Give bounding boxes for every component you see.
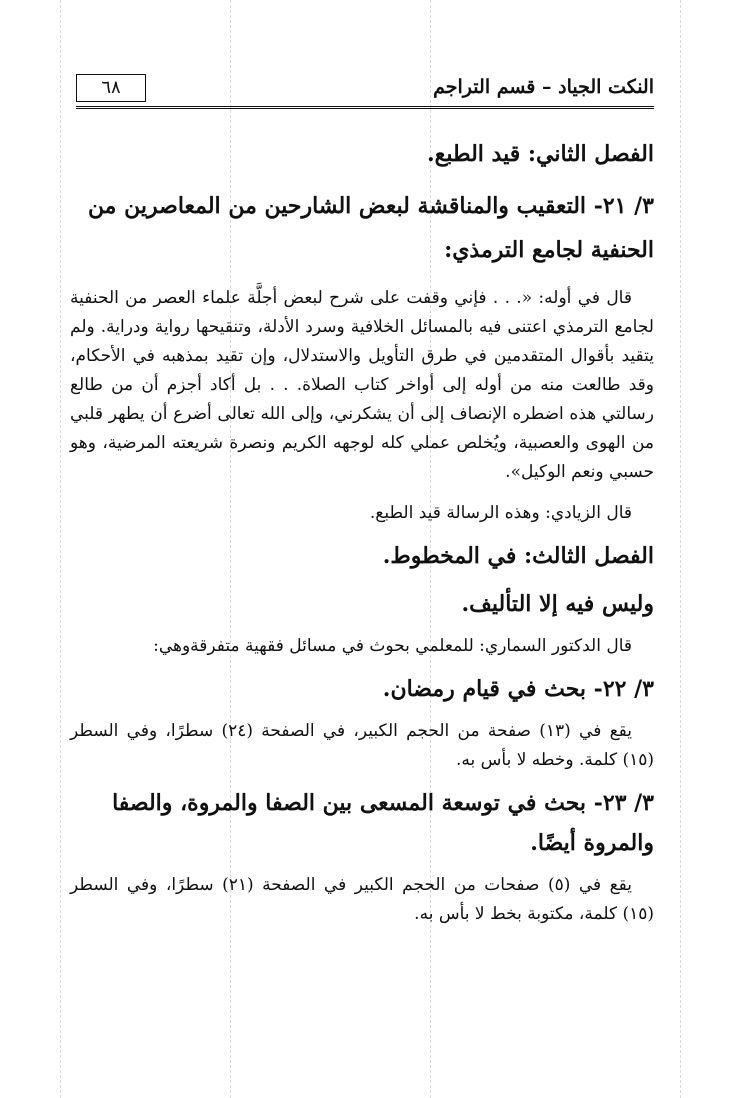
item-heading: ٣/ ٢٣- بحث في توسعة المسعى بين الصفا والمروة، والصفا والمروة أيضًا. <box>112 790 654 856</box>
scan-artifact-line <box>60 0 61 1098</box>
quote-paragraph: قال في أوله: «. . . فإني وقفت على شرح لبعض أجلَّة علماء العصر من الحنفية لجامع الترمذي اعتنى فيه بالمسائل الخلافية وسرد الأدلة، وتنقيحها رواية ودراية. ولم يتقيد بأقوال المتقدمين في طرق التأويل والاستدلال، وإن تقيد بمذهبه في الأحكام، وقد طالعت منه من أوله إلى أواخر كتاب الصلاة. . . بل أكاد أجزم أن من طالع رسالتي هذه اضطره الإنصاف إلى أن يشكرني، وإلى الله تعالى أضرع أن يطهر قلبي من الهوى والعصبية، ويُخلص عملي كله لوجهه الكريم ونصرة شريعته المرضية، وهو حسبي ونعم الوكيل». <box>70 288 654 482</box>
section-heading: الفصل الثالث: في المخطوط. <box>382 543 654 569</box>
section-heading: الفصل الثاني: قيد الطبع. <box>427 141 654 167</box>
page-body <box>70 132 654 929</box>
item-heading: ٣/ ٢١- التعقيب والمناقشة لبعض الشارحين من المعاصرين من الحنفية لجامع الترمذي: <box>87 193 654 263</box>
header-rule <box>76 106 654 109</box>
scan-artifact-line <box>680 0 681 1098</box>
subheading: وليس فيه إلا التأليف. <box>461 591 654 617</box>
header-title: النكت الجياد – قسم التراجم <box>433 76 654 98</box>
item-heading: ٣/ ٢٢- بحث في قيام رمضان. <box>382 676 654 702</box>
page-number-box: ٦٨ <box>76 74 146 102</box>
note-paragraph: قال الزيادي: وهذه الرسالة قيد الطبع. <box>369 503 632 523</box>
running-header <box>76 74 654 104</box>
description-paragraph: يقع في (١٣) صفحة من الحجم الكبير، في الصفحة (٢٤) سطرًا، وفي السطر (١٥) كلمة. وخطه لا بأس به. <box>70 721 654 770</box>
note-paragraph: قال الدكتور السماري: للمعلمي بحوث في مسائل فقهية متفرقةوهي: <box>153 636 632 656</box>
description-paragraph: يقع في (٥) صفحات من الحجم الكبير في الصفحة (٢١) سطرًا، وفي السطر (١٥) كلمة، مكتوبة بخط لا بأس به. <box>70 875 654 924</box>
